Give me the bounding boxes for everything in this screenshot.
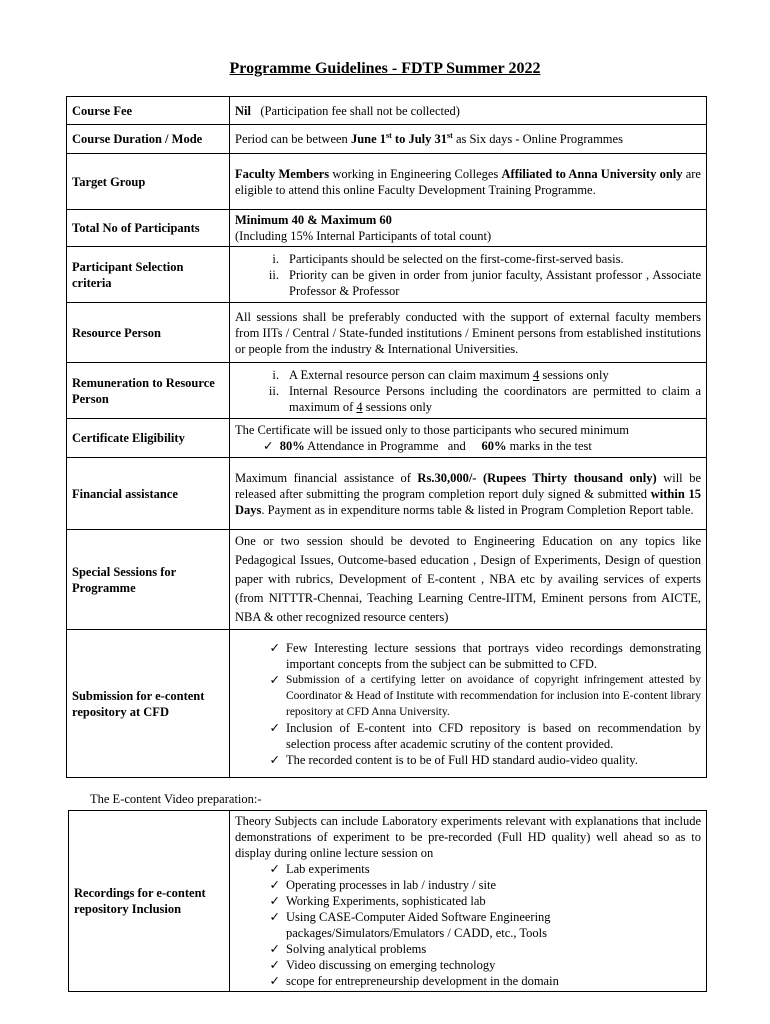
checkmark-icon: ✓ xyxy=(269,974,280,988)
value-course-duration: Period can be between June 1st to July 31st as Six days - Online Programmes xyxy=(230,125,707,154)
page-title: Programme Guidelines - FDTP Summer 2022 xyxy=(229,60,541,77)
value-resource-person: All sessions shall be preferably conducted with the support of external faculty members from IITs / Central / State-funded institutions / Eminent persons from established institutions or people from the industry & International Universities. xyxy=(230,303,707,363)
list-item: ii. Priority can be given in order from junior faculty, Assistant professor , Associate Professor & Professor xyxy=(268,267,701,298)
row-total-participants xyxy=(67,210,707,247)
value-participant-selection xyxy=(230,247,707,303)
list-item: ✓ Using CASE-Computer Aided Software Engineering packages/Simulators/Emulators / CADD, etc., Tools xyxy=(235,909,701,941)
value-target-group: Faculty Members working in Engineering Colleges Affiliated to Anna University only are eligible to attend this online Faculty Development Training Programme. xyxy=(230,154,707,210)
row-course-fee xyxy=(67,97,707,125)
checkmark-icon: ✓ xyxy=(269,640,280,655)
checkmark-icon: ✓ xyxy=(269,862,280,876)
label-special-sessions: Special Sessions for Programme xyxy=(67,530,230,630)
label-submission: Submission for e-content repository at CFD xyxy=(67,630,230,778)
checkmark-icon: ✓ xyxy=(269,958,280,972)
value-financial-assistance: Maximum financial assistance of Rs.30,000/- (Rupees Thirty thousand only) will be released after submitting the program completion report duly signed & submitted within 15 Days. Payment as in expenditure norms table & listed in Program Completion Report table. xyxy=(230,458,707,530)
value-certificate-eligibility: The Certificate will be issued only to those participants who secured minimum ✓ 80% Attendance in Programme and 60% marks in the test xyxy=(230,419,707,458)
checkmark-icon: ✓ xyxy=(269,894,280,908)
list-item: ✓ Lab experiments xyxy=(235,861,701,877)
list-item: ✓ Submission of a certifying letter on avoidance of copyright infringement attested by Coordinator & Head of Institute with recommendation for inclusion into E-content library repository at CFD Anna University. xyxy=(235,672,701,720)
checkmark-icon: ✓ xyxy=(263,439,274,453)
guidelines-table xyxy=(66,96,707,778)
label-course-duration: Course Duration / Mode xyxy=(67,125,230,154)
list-item: ✓ Operating processes in lab / industry / site xyxy=(235,877,701,893)
row-participant-selection xyxy=(67,247,707,303)
row-special-sessions xyxy=(67,530,707,630)
label-recordings: Recordings for e-content repository Inclusion xyxy=(69,811,230,992)
checkmark-icon: ✓ xyxy=(269,910,280,924)
row-target-group xyxy=(67,154,707,210)
checkmark-icon: ✓ xyxy=(269,672,280,687)
row-course-duration xyxy=(67,125,707,154)
recordings-table xyxy=(68,810,707,992)
list-item: i. Participants should be selected on the first-come-first-served basis. xyxy=(272,251,624,266)
list-item: ii. Internal Resource Persons including the coordinators are permitted to claim a maximum of 4 sessions only xyxy=(268,383,701,414)
checkmark-icon: ✓ xyxy=(269,752,280,767)
list-item: ✓ Inclusion of E-content into CFD repository is based on recommendation by selection process after academic scrutiny of the content provided. xyxy=(235,720,701,752)
checkmark-icon: ✓ xyxy=(269,942,280,956)
label-participant-selection: Participant Selection criteria xyxy=(67,247,230,303)
label-total-participants: Total No of Participants xyxy=(67,210,230,247)
value-submission xyxy=(230,630,707,778)
label-remuneration: Remuneration to Resource Person xyxy=(67,363,230,419)
list-item: ✓ Working Experiments, sophisticated lab xyxy=(235,893,701,909)
row-remuneration xyxy=(67,363,707,419)
section-subtitle: The E-content Video preparation:- xyxy=(90,792,262,806)
row-financial-assistance xyxy=(67,458,707,530)
list-item: ✓ The recorded content is to be of Full HD standard audio-video quality. xyxy=(235,752,701,768)
value-course-fee: Nil (Participation fee shall not be collected) xyxy=(230,97,707,125)
list-item: ✓ Few Interesting lecture sessions that portrays video recordings demonstrating important concepts from the subject can be submitted to CFD. xyxy=(235,640,701,672)
row-resource-person xyxy=(67,303,707,363)
checkmark-icon: ✓ xyxy=(269,878,280,892)
label-target-group: Target Group xyxy=(67,154,230,210)
list-item: i. A External resource person can claim maximum 4 sessions only xyxy=(272,367,609,382)
label-financial-assistance: Financial assistance xyxy=(67,458,230,530)
label-resource-person: Resource Person xyxy=(67,303,230,363)
list-item: ✓ Solving analytical problems xyxy=(235,941,701,957)
value-total-participants: Minimum 40 & Maximum 60 (Including 15% Internal Participants of total count) xyxy=(230,210,707,247)
row-recordings xyxy=(69,811,707,992)
checkmark-icon: ✓ xyxy=(269,720,280,735)
label-certificate-eligibility: Certificate Eligibility xyxy=(67,419,230,458)
row-submission xyxy=(67,630,707,778)
value-special-sessions: One or two session should be devoted to Engineering Education on any topics like Pedagogical Issues, Outcome-based education , Design of Experiments, Design of question paper with rubrics, Development of E-content , NBA etc by availing services of experts (from NITTTR-Chennai, Teaching Learning Centre-IITM, Eminent persons from AICTE, NBA & other recognized resource centers) xyxy=(230,530,707,630)
label-course-fee: Course Fee xyxy=(67,97,230,125)
value-recordings: Theory Subjects can include Laboratory experiments relevant with explanations that include demonstrations of experiment to be pre-recorded (Full HD quality) well ahead so as to display during online lecture session on ✓ Lab experiments ✓ Operating processes in lab / industry / site ✓ Working Experiments, sophisticated lab ✓ Using CASE-Computer Aided Software Engineering packages/Simulators/Emulators / CADD, etc., Tools ✓ Solving analytical problems ✓ Video discussing on emerging technology ✓ scope for entrepreneurship development in the domain xyxy=(230,811,707,992)
value-remuneration xyxy=(230,363,707,419)
list-item: ✓ Video discussing on emerging technology xyxy=(235,957,701,973)
list-item: ✓ scope for entrepreneurship development in the domain xyxy=(235,973,701,989)
row-certificate-eligibility xyxy=(67,419,707,458)
